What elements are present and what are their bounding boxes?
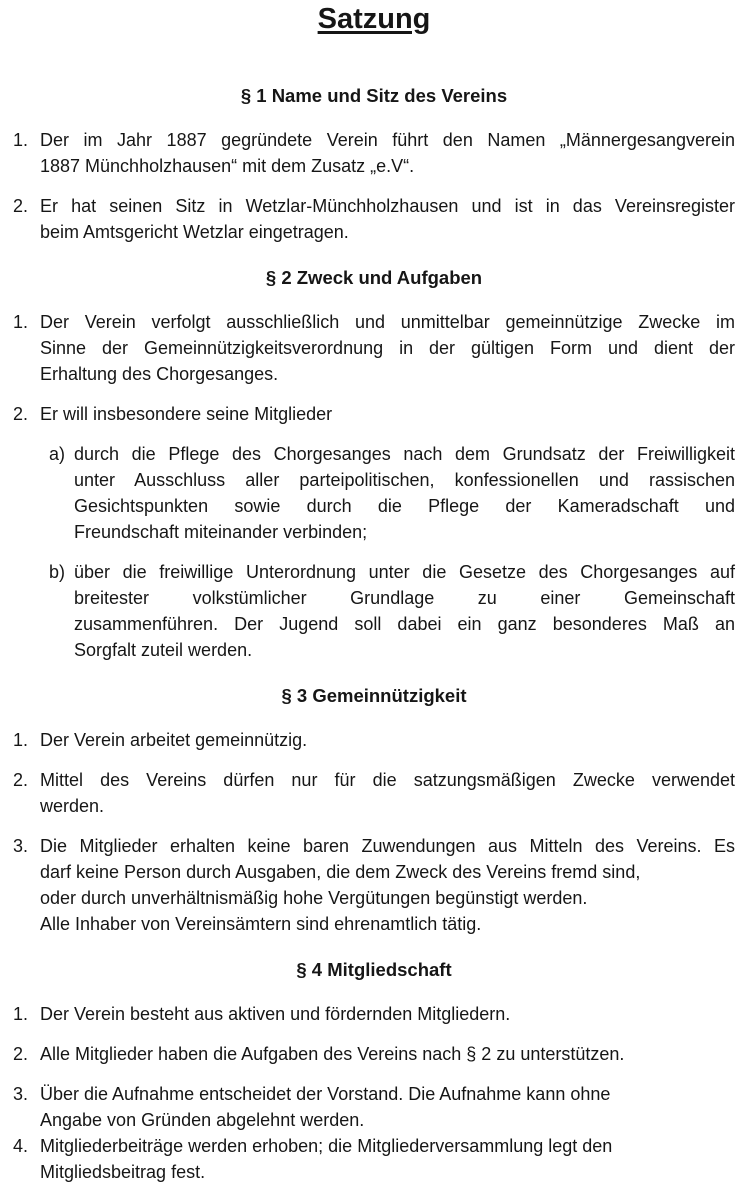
- text-line: Über die Aufnahme entscheidet der Vorstand. Die Aufnahme kann ohne: [40, 1084, 611, 1104]
- section-1: [13, 85, 735, 245]
- item-text: [74, 441, 735, 545]
- text-line: Der Verein besteht aus aktiven und fördernden Mitgliedern.: [40, 1004, 511, 1024]
- item-text: [74, 559, 735, 663]
- item-number: 2.: [13, 404, 29, 424]
- document-title-text: Satzung: [317, 3, 431, 35]
- item-number: 2.: [13, 770, 29, 790]
- s2-subitem-b: [49, 559, 735, 663]
- item-number: 3.: [13, 1084, 29, 1104]
- text-line: Sorgfalt zuteil werden.: [74, 640, 253, 660]
- s4-item-1: [13, 1001, 735, 1027]
- text-line: Mitgliedsbeitrag fest.: [40, 1162, 206, 1182]
- item-number: 1.: [13, 312, 29, 332]
- text-line: Mitgliederbeiträge werden erhoben; die Mitgliederversammlung legt den: [40, 1136, 613, 1156]
- item-text: [40, 1133, 735, 1185]
- s4-item-4: [13, 1133, 735, 1185]
- text-line: werden.: [40, 796, 105, 816]
- text-line: Mittel des Vereins dürfen nur für die satzungsmäßigen Zwecke verwendet: [40, 770, 735, 790]
- section-3: [13, 685, 735, 937]
- s2-subitem-a: [49, 441, 735, 545]
- text-line: Freundschaft miteinander verbinden;: [74, 522, 368, 542]
- s1-item-1: [13, 127, 735, 179]
- text-line: Der Verein arbeitet gemeinnützig.: [40, 730, 308, 750]
- text-line: breitester volkstümlicher Grundlage zu einer Gemeinschaft: [74, 588, 735, 608]
- item-number: 1.: [13, 130, 29, 150]
- text-line: Alle Inhaber von Vereinsämtern sind ehrenamtlich tätig.: [40, 914, 482, 934]
- text-line: Er hat seinen Sitz in Wetzlar-Münchholzhausen und ist in das Vereinsregister: [40, 196, 735, 216]
- text-line: Alle Mitglieder haben die Aufgaben des Vereins nach § 2 zu unterstützen.: [40, 1044, 625, 1064]
- text-line: Er will insbesondere seine Mitglieder: [40, 404, 333, 424]
- item-text: [40, 767, 735, 819]
- item-text: [40, 833, 735, 937]
- document-title: [13, 2, 735, 36]
- s2-item-2: [13, 401, 735, 427]
- item-text: [40, 727, 735, 753]
- item-number: 1.: [13, 730, 29, 750]
- text-line: über die freiwillige Unterordnung unter die Gesetze des Chorgesanges auf: [74, 562, 735, 582]
- section-2-heading: § 2 Zweck und Aufgaben: [265, 267, 483, 288]
- section-3-heading: § 3 Gemeinnützigkeit: [281, 685, 467, 706]
- item-text: [40, 309, 735, 387]
- text-line: beim Amtsgericht Wetzlar eingetragen.: [40, 222, 349, 242]
- s3-item-2: [13, 767, 735, 819]
- text-line: Die Mitglieder erhalten keine baren Zuwendungen aus Mitteln des Vereins. Es: [40, 836, 735, 856]
- item-text: [40, 1081, 735, 1133]
- text-line: unter Ausschluss aller parteipolitischen, konfessionellen und rassischen: [74, 470, 735, 490]
- text-line: Gesichtspunkten sowie durch die Pflege der Kameradschaft und: [74, 496, 735, 516]
- text-line: Angabe von Gründen abgelehnt werden.: [40, 1110, 365, 1130]
- item-text: [40, 1041, 735, 1067]
- text-line: Erhaltung des Chorgesanges.: [40, 364, 279, 384]
- item-number: 1.: [13, 1004, 29, 1024]
- item-number: 2.: [13, 1044, 29, 1064]
- s3-item-3: [13, 833, 735, 937]
- text-line: oder durch unverhältnismäßig hohe Vergütungen begünstigt werden.: [40, 888, 588, 908]
- item-text: [40, 1001, 735, 1027]
- subitem-marker: a): [49, 444, 66, 464]
- item-text: [40, 127, 735, 179]
- text-line: 1887 Münchholzhausen“ mit dem Zusatz „e.V“.: [40, 156, 415, 176]
- text-line: Der im Jahr 1887 gegründete Verein führt den Namen „Männergesangverein: [40, 130, 735, 150]
- text-line: Der Verein verfolgt ausschließlich und unmittelbar gemeinnützige Zwecke im: [40, 312, 735, 332]
- subitem-marker: b): [49, 562, 66, 582]
- section-4-heading: § 4 Mitgliedschaft: [296, 959, 452, 980]
- s3-item-1: [13, 727, 735, 753]
- text-line: Sinne der Gemeinnützigkeitsverordnung in der gültigen Form und dient der: [40, 338, 735, 358]
- item-number: 2.: [13, 196, 29, 216]
- item-text: [40, 401, 735, 427]
- section-1-heading: § 1 Name und Sitz des Vereins: [240, 85, 508, 106]
- s2-item-1: [13, 309, 735, 387]
- text-line: durch die Pflege des Chorgesanges nach dem Grundsatz der Freiwilligkeit: [74, 444, 735, 464]
- item-number: 3.: [13, 836, 29, 856]
- s1-item-2: [13, 193, 735, 245]
- text-line: darf keine Person durch Ausgaben, die dem Zweck des Vereins fremd sind,: [40, 862, 641, 882]
- s4-item-3: [13, 1081, 735, 1133]
- text-line: zusammenführen. Der Jugend soll dabei ein ganz besonderes Maß an: [74, 614, 735, 634]
- section-2: [13, 267, 735, 663]
- s4-item-2: [13, 1041, 735, 1067]
- item-number: 4.: [13, 1136, 29, 1156]
- item-text: [40, 193, 735, 245]
- section-4: [13, 959, 735, 1185]
